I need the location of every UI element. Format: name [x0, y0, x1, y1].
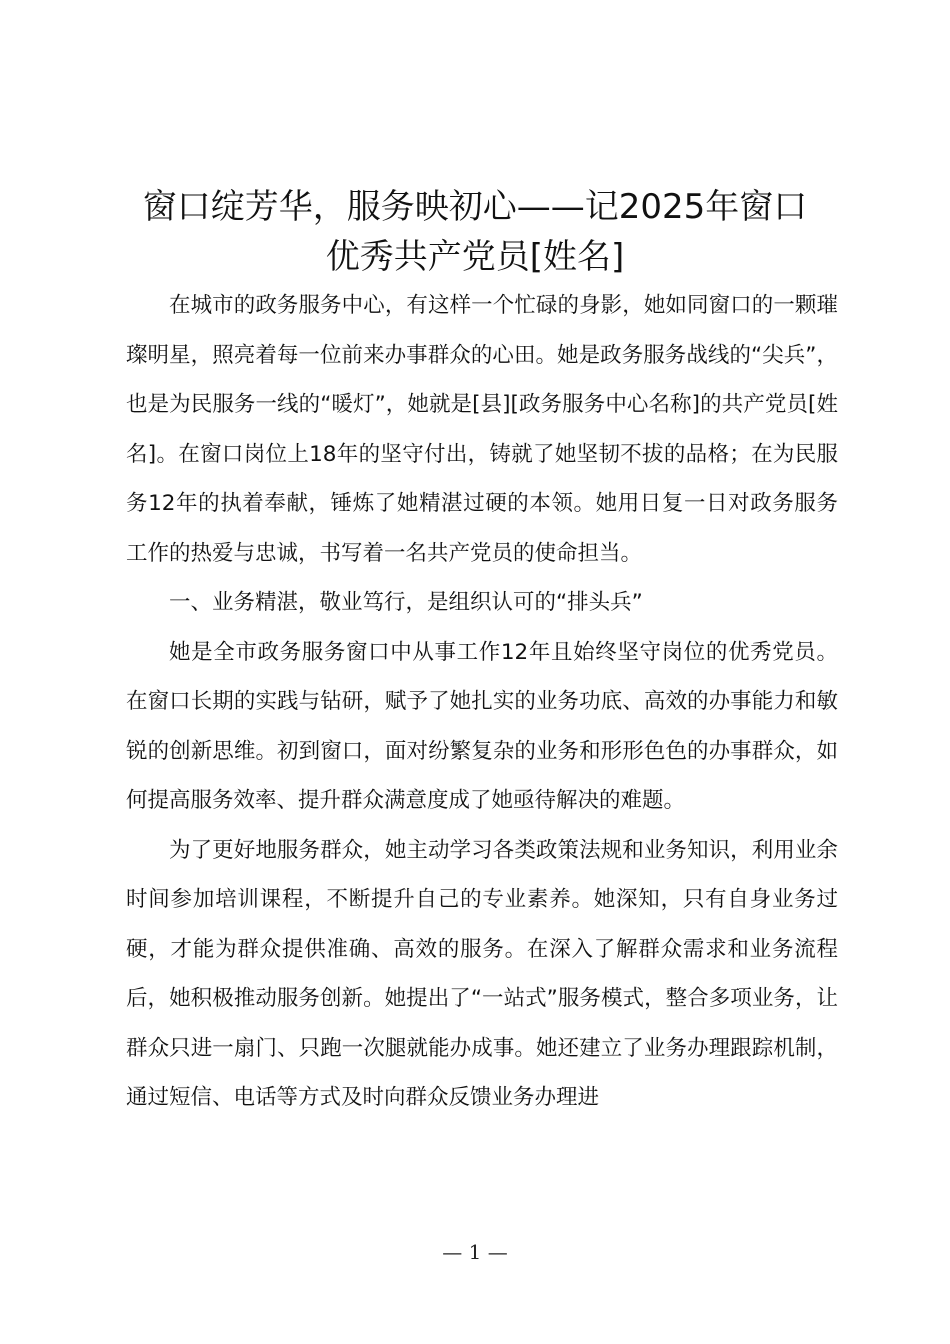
document-body [126, 281, 838, 1123]
page-number: — 1 — [442, 1240, 508, 1264]
document-title [100, 182, 850, 282]
title-line-2: 优秀共产党员[姓名] [325, 237, 625, 277]
section-heading-1: 一、业务精湛，敬业笃行，是组织认可的“排头兵” [169, 590, 643, 615]
title-line-1: 窗口绽芳华，服务映初心——记2025年窗口 [142, 187, 808, 227]
paragraph: 她是全市政务服务窗口中从事工作12年且始终坚守岗位的优秀党员。在窗口长期的实践与钻研，赋予了她扎实的业务功底、高效的办事能力和敏锐的创新思维。初到窗口，面对纷繁复杂的业务和形形色色的办事群众，如何提高服务效率、提升群众满意度成了她亟待解决的难题。 [126, 639, 838, 813]
paragraph: 为了更好地服务群众，她主动学习各类政策法规和业务知识，利用业余时间参加培训课程，不断提升自己的专业素养。她深知，只有自身业务过硬，才能为群众提供准确、高效的服务。在深入了解群众需求和业务流程后，她积极推动服务创新。她提出了“一站式”服务模式，整合多项业务，让群众只进一扇门、只跑一次腿就能办成事。她还建立了业务办理跟踪机制，通过短信、电话等方式及时向群众反馈业务办理进 [126, 837, 838, 1110]
paragraph-intro: 在城市的政务服务中心，有这样一个忙碌的身影，她如同窗口的一颗璀璨明星，照亮着每一位前来办事群众的心田。她是政务服务战线的“尖兵”，也是为民服务一线的“暖灯”，她就是[县][政务服务中心名称]的共产党员[姓名]。在窗口岗位上18年的坚守付出，铸就了她坚韧不拔的品格；在为民服务12年的执着奉献，锤炼了她精湛过硬的本领。她用日复一日对政务服务工作的热爱与忠诚，书写着一名共产党员的使命担当。 [126, 293, 838, 566]
